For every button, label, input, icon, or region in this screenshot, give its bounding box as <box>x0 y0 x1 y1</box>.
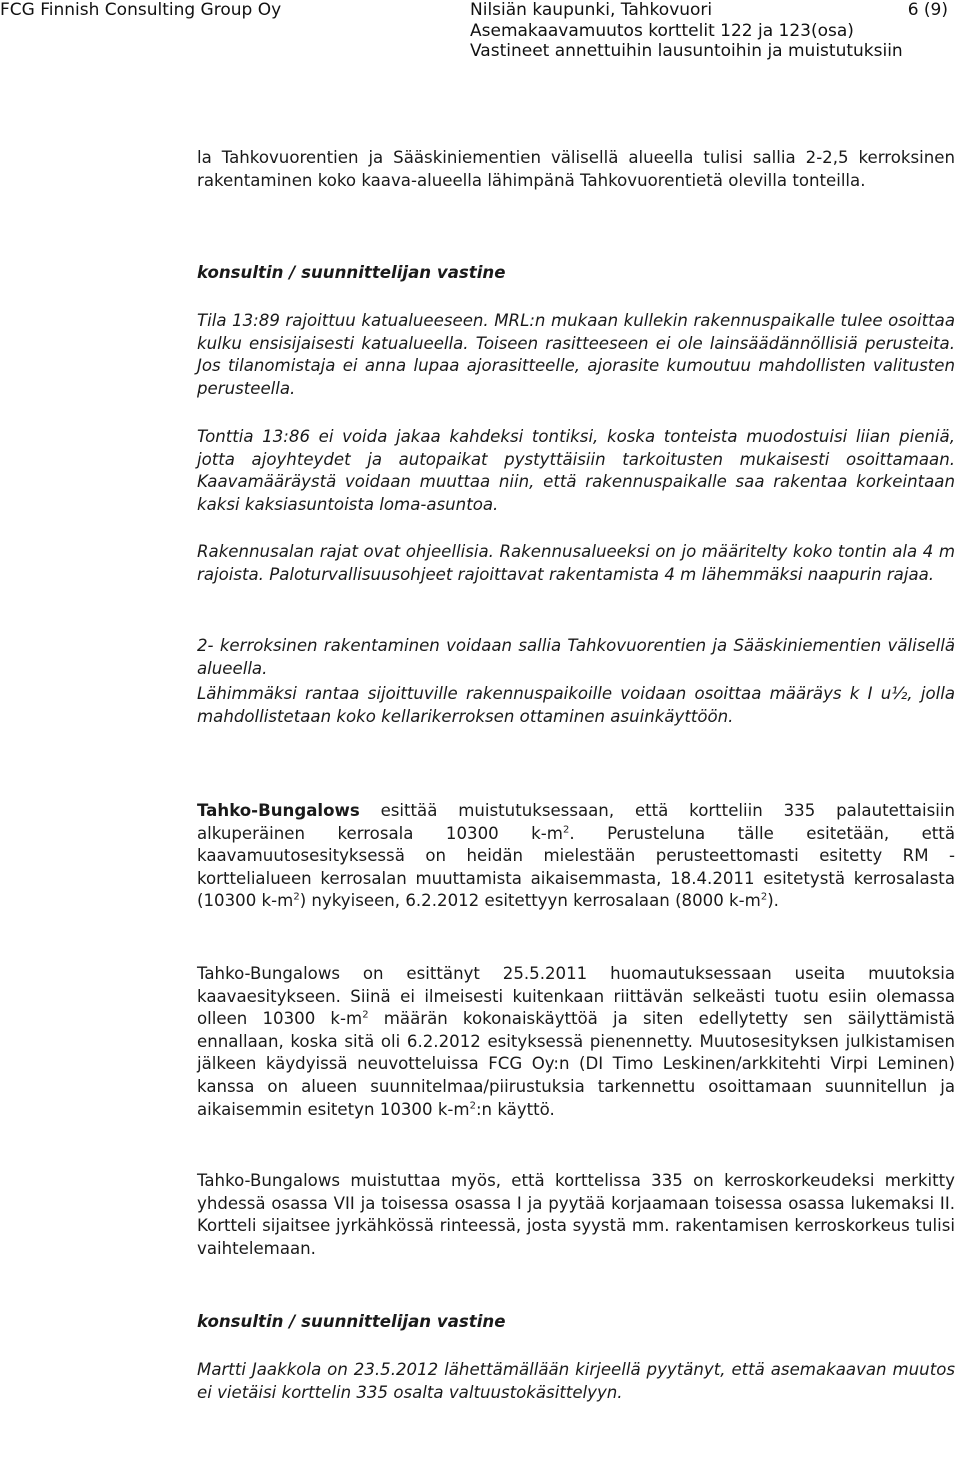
header-info <box>470 0 903 62</box>
header-plan: Asemakaavamuutos korttelit 122 ja 123(osa) <box>470 20 854 41</box>
intro-paragraph: la Tahkovuorentien ja Sääskiniementien välisellä alueella tulisi sallia 2-2,5 kerroksinen rakentaminen koko kaava-alueella lähimpänä Tahkovuorentietä olevilla tonteilla. <box>197 148 955 190</box>
objection-paragraph: Tahko-Bungalows on esittänyt 25.5.2011 huomautuksessaan useita muutoksia kaavaesitykseen. Siinä ei ilmeisesti kuitenkaan riittävän selkeästi tuotu esiin olemassa olleen 10300 $k-m^2$ määrän kokonaiskäyttöä ja siten edellytetty sen säilyttämistä ennallaan, koska sitä oli 6.2.2012 esityksessä pienennetty. Muutosesityksen julkistamisen jälkeen käydyissä neuvotteluissa FCG Oy:n (DI Timo Leskinen/arkkitehti Virpi Leminen) kanssa on alueen suunnitelmaa/piirustuksia tarkennettu osoittamaan suunnitellun ja aikaisemmin esitetyn 10300 $k-m^2:n$ käyttö. <box>197 964 955 1119</box>
response-paragraph: Tonttia 13:86 ei voida jakaa kahdeksi tontiksi, koska tonteista muodostuisi liian pieniä, jotta ajoyhteydet ja autopaikat pystyttäisiin tarkoitusten mukaisesti osoittamaan. Kaavamääräystä voidaan muuttaa niin, että rakennuspaikalle saa rakentaa korkeintaan kaksi kaksiasuntoista loma-asuntoa. <box>197 427 955 514</box>
response-paragraph: 2- kerroksinen rakentaminen voidaan sallia Tahkovuorentien ja Sääskiniementien välisellä alueella. <box>197 636 955 678</box>
response-paragraph: Tila 13:89 rajoittuu katualueeseen. MRL:n mukaan kullekin rakennuspaikalle tulee osoittaa kulku ensisijaisesti katualueella. Toiseen rasitteeseen ei ole lainsäädännöllisiä perusteita. Jos tilanomistaja ei anna lupaa ajorasitteelle, ajorasite kumoutuu mahdollisten valitusten perusteella. <box>197 311 955 398</box>
response-paragraph: Lähimmäksi rantaa sijoittuville rakennuspaikoille voidaan osoittaa määräys k I u½, jolla mahdollistetaan koko kellarikerroksen ottaminen asuinkäyttöön. <box>197 684 955 726</box>
objection-paragraph: Tahko-Bungalows muistuttaa myös, että korttelissa 335 on kerroskorkeudeksi merkitty yhdessä osassa VII ja toisessa osassa I ja pyytää korjaamaan toisessa osassa lukemaksi II. Kortteli sijaitsee jyrkähkössä rinteessä, josta syystä mm. rakentamisen kerroskorkeus tulisi vaihtelemaan. <box>197 1171 955 1258</box>
response-paragraph: Rakennusalan rajat ovat ohjeellisia. Rakennusalueeksi on jo määritelty koko tontin ala 4 m rajoista. Paloturvallisuusohjeet rajoittavat rakentamista 4 m lähemmäksi naapurin rajaa. <box>197 542 955 584</box>
header-municipality: Nilsiän kaupunki, Tahkovuori <box>470 0 713 20</box>
response-heading: konsultin / suunnittelijan vastine <box>197 263 506 282</box>
header-company: FCG Finnish Consulting Group Oy <box>0 0 282 20</box>
objector-name: Tahko-Bungalows <box>197 801 360 820</box>
objection-paragraph: Tahko-Bungalows esittää muistutuksessaan, että kortteliin 335 palautettaisiin alkuperäinen kerrosala 10300 $k-m^2$. Perusteluna tälle esitetään, että kaavamuutosesityksessä on heidän mielestään perusteettomasti esitetty RM -korttelialueen kerrosalan muuttamista aikaisemmasta, 18.4.2011 esitetystä kerrosalasta (10300 $k-m^2$) nykyiseen, 6.2.2012 esitettyyn kerrosalaan (8000 $k-m^2$). <box>197 801 955 911</box>
response-paragraph: Martti Jaakkola on 23.5.2012 lähettämällään kirjeellä pyytänyt, että asemakaavan muutos ei vietäisi korttelin 335 osalta valtuustokäsittelyyn. <box>197 1360 955 1402</box>
page-number: 6 (9) <box>907 0 948 20</box>
header-doc-title: Vastineet annettuihin lausuntoihin ja muistutuksiin <box>470 41 903 61</box>
response-heading: konsultin / suunnittelijan vastine <box>197 1312 506 1331</box>
